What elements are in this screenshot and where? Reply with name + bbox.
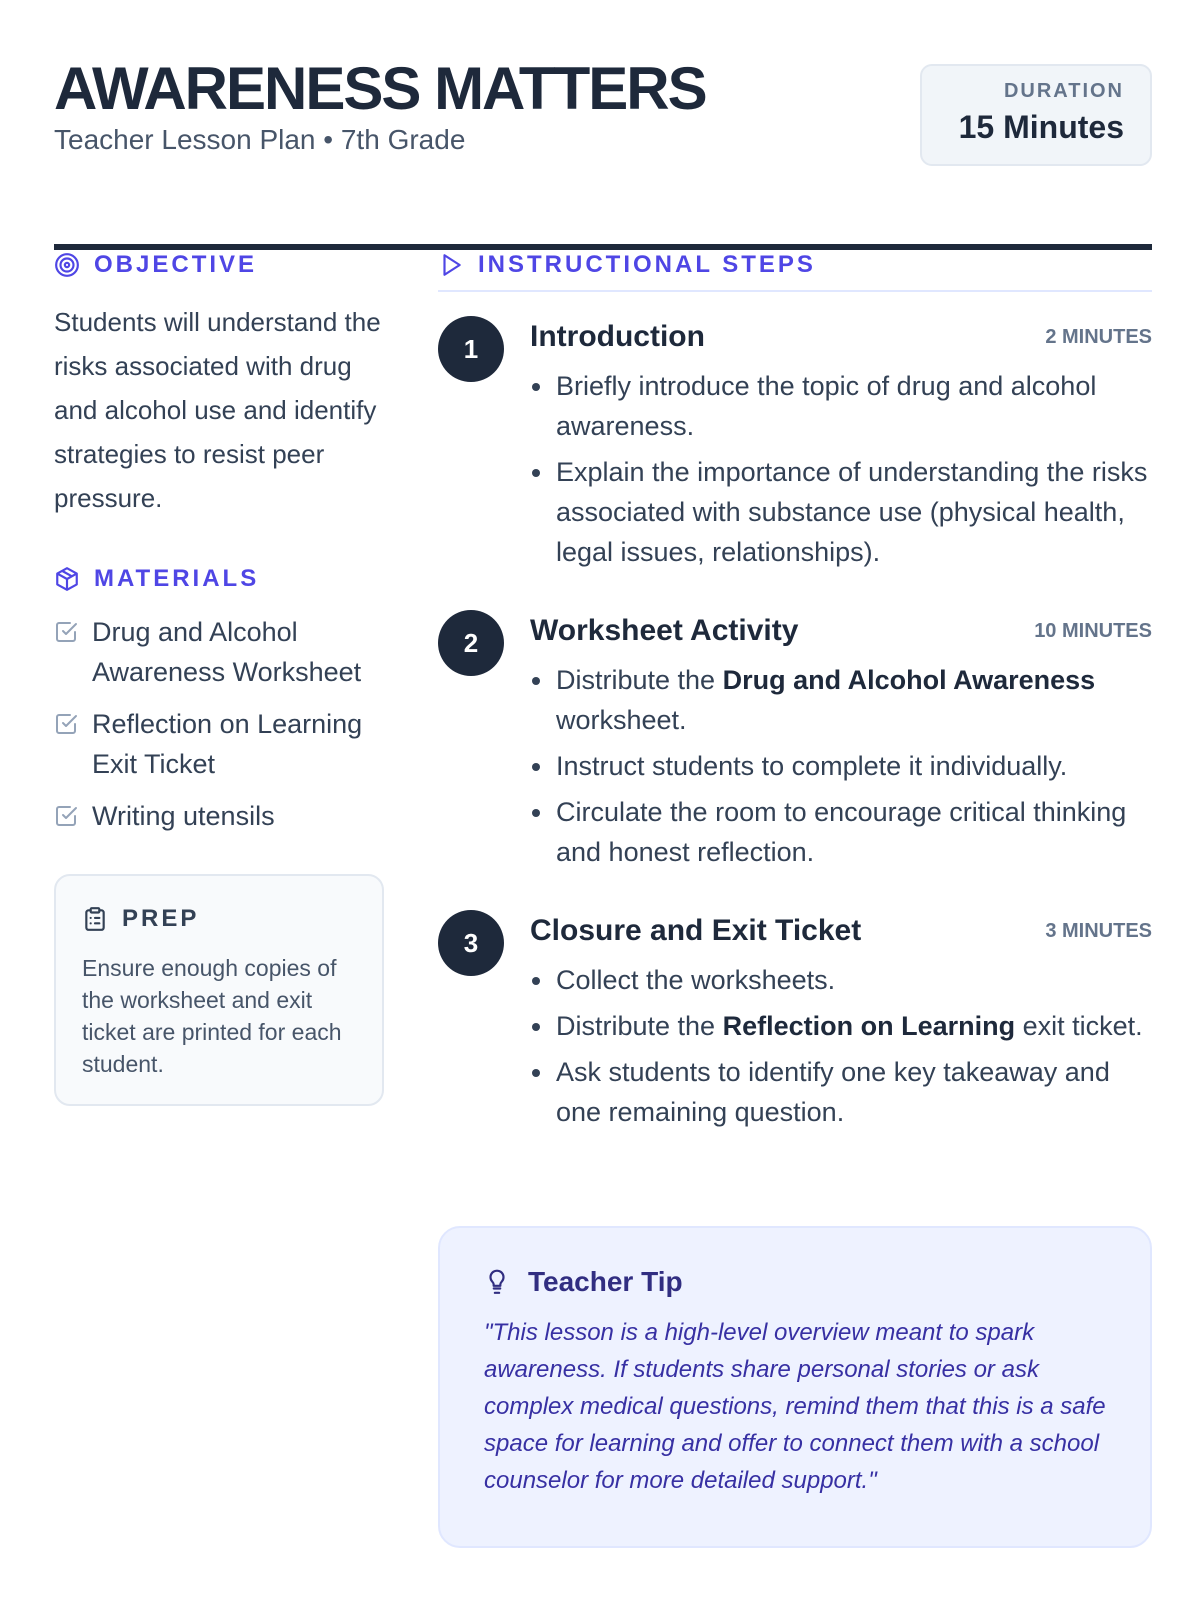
step-bullet: Circulate the room to encourage critical thinking and honest reflection. xyxy=(530,792,1152,872)
duration-label: DURATION xyxy=(1003,80,1124,102)
prep-heading xyxy=(82,904,356,934)
teacher-tip-title: Teacher Tip xyxy=(528,1266,683,1297)
materials-heading xyxy=(54,564,384,594)
teacher-tip-text: "This lesson is a high-level overview meant to spark awareness. If students share personal stories or ask complex medical questions, remind them that this is a safe space for learning and offer to connect them with a school counselor for more detailed support." xyxy=(484,1319,1106,1494)
material-text: Reflection on Learning Exit Ticket xyxy=(92,709,363,779)
right-column xyxy=(438,250,1152,1494)
lightbulb-icon xyxy=(484,1269,510,1295)
teacher-tip-heading xyxy=(484,1266,1106,1298)
step-bullet: Distribute the Reflection on Learning exit ticket. xyxy=(530,1006,1152,1046)
step-number-badge: 3 xyxy=(438,910,504,976)
material-item xyxy=(54,704,384,784)
step-bullet: Briefly introduce the topic of drug and alcohol awareness. xyxy=(530,366,1152,446)
box-icon xyxy=(54,566,80,592)
page-subtitle: Teacher Lesson Plan • 7th Grade xyxy=(54,124,466,155)
lesson-plan-page xyxy=(54,0,1152,1600)
play-icon xyxy=(438,252,464,278)
step-bullet: Ask students to identify one key takeaway and one remaining question. xyxy=(530,1052,1152,1132)
steps-heading xyxy=(438,250,1152,280)
steps-divider xyxy=(438,290,1152,292)
step-duration: 10 MINUTES xyxy=(1034,620,1152,642)
step-number-badge: 1 xyxy=(438,316,504,382)
clipboard-icon xyxy=(82,906,108,932)
checkbox-icon xyxy=(54,620,78,644)
step-bullet: Explain the importance of understanding the risks associated with substance use (physical health, legal issues, relationships). xyxy=(530,452,1152,572)
materials-label: MATERIALS xyxy=(94,565,260,592)
material-text: Drug and Alcohol Awareness Worksheet xyxy=(92,617,362,687)
step-bullets xyxy=(530,366,1152,578)
target-icon xyxy=(54,252,80,278)
prep-label: PREP xyxy=(122,905,200,932)
teacher-tip-card xyxy=(438,1226,1152,1548)
step-bullet: Distribute the Drug and Alcohol Awareness worksheet. xyxy=(530,660,1152,740)
steps-label: INSTRUCTIONAL STEPS xyxy=(478,251,816,278)
prep-card xyxy=(54,874,384,1106)
step-bullets xyxy=(530,660,1152,878)
materials-list xyxy=(54,612,384,836)
left-column xyxy=(54,250,384,1077)
checkbox-icon xyxy=(54,804,78,828)
duration-card xyxy=(920,64,1152,166)
material-item xyxy=(54,796,384,836)
objective-heading xyxy=(54,250,384,280)
prep-text: Ensure enough copies of the worksheet and exit ticket are printed for each student. xyxy=(82,955,342,1077)
step-title: Closure and Exit Ticket xyxy=(530,914,862,947)
step-bullet: Instruct students to complete it individually. xyxy=(530,746,1152,786)
material-item xyxy=(54,612,384,692)
step-title: Worksheet Activity xyxy=(530,614,799,647)
step-bullet: Collect the worksheets. xyxy=(530,960,1152,1000)
header xyxy=(54,52,1152,202)
objective-label: OBJECTIVE xyxy=(94,251,258,278)
step-duration: 3 MINUTES xyxy=(1045,920,1152,942)
duration-value: 15 Minutes xyxy=(958,109,1124,145)
step-duration: 2 MINUTES xyxy=(1045,326,1152,348)
step-number-badge: 2 xyxy=(438,610,504,676)
material-text: Writing utensils xyxy=(92,801,275,831)
checkbox-icon xyxy=(54,712,78,736)
objective-text: Students will understand the risks associated with drug and alcohol use and identify strategies to resist peer pressure. xyxy=(54,307,381,513)
page-title: AWARENESS MATTERS xyxy=(54,55,706,122)
step-bullets xyxy=(530,960,1152,1138)
step-title: Introduction xyxy=(530,320,705,353)
